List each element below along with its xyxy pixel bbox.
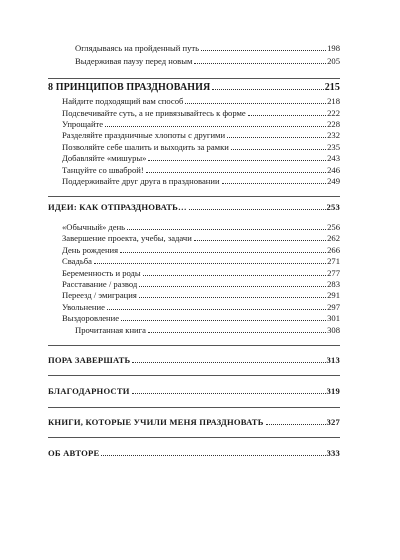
toc-chapter-title: ПОРА ЗАВЕРШАТЬ <box>48 354 131 365</box>
toc-chapter-title: БЛАГОДАРНОСТИ <box>48 386 130 397</box>
toc-entry-page: 205 <box>327 56 340 67</box>
toc-chapter-page: 319 <box>326 386 340 397</box>
dot-leader <box>222 183 327 184</box>
toc-chapter <box>48 386 340 397</box>
toc-entry-title: Разделяйте праздничные хлопоты с другими <box>62 130 226 141</box>
dot-leader <box>201 50 326 51</box>
toc-entry <box>48 222 340 233</box>
toc-chapter-page: 333 <box>326 448 340 459</box>
toc-chapter-title: КНИГИ, КОТОРЫЕ УЧИЛИ МЕНЯ ПРАЗДНОВАТЬ <box>48 416 264 427</box>
toc-entry-title: Прочитанная книга <box>75 324 146 335</box>
toc-entry <box>48 130 340 141</box>
toc-entry-page: 246 <box>327 164 340 175</box>
dot-leader <box>120 252 326 253</box>
toc-group <box>48 222 340 336</box>
toc-chapter-title: ИДЕИ: КАК ОТПРАЗДНОВАТЬ… <box>48 202 187 213</box>
toc-entry <box>48 153 340 164</box>
dot-leader <box>266 424 326 425</box>
toc-entry-title: Выдерживая паузу перед новым <box>75 56 193 67</box>
toc-chapter <box>48 417 340 428</box>
toc-entry-title: Упрощайте <box>62 119 104 130</box>
toc-entry <box>48 96 340 107</box>
toc-entry-page: 228 <box>327 119 340 130</box>
toc-entry-page: 266 <box>327 244 340 255</box>
toc-entry <box>48 176 340 187</box>
toc-entry-page: 198 <box>327 43 340 53</box>
toc-chapter-title: 8 ПРИНЦИПОВ ПРАЗДНОВАНИЯ <box>48 81 211 93</box>
toc-entry <box>48 290 340 301</box>
toc-entry <box>48 119 340 130</box>
dot-leader <box>185 103 326 104</box>
section-divider <box>48 407 340 408</box>
dot-leader <box>101 455 325 456</box>
toc-entry-title: День рождения <box>62 244 119 255</box>
toc-entry-page: 283 <box>327 278 340 289</box>
toc-entry-title: Расставание / развод <box>62 278 138 289</box>
toc-chapter-page: 215 <box>324 81 340 93</box>
toc-entry-page: 301 <box>327 313 340 324</box>
toc-entry-page: 291 <box>327 290 340 301</box>
toc-entry <box>48 256 340 267</box>
toc-entry-title: Увольнение <box>62 301 105 312</box>
section-divider <box>48 375 340 376</box>
toc-entry-page: 271 <box>327 256 340 267</box>
dot-leader <box>248 115 326 116</box>
toc-entry <box>48 233 340 244</box>
dot-leader <box>121 320 326 321</box>
dot-leader <box>94 263 326 264</box>
toc-entry-title: Позволяйте себе шалить и выходить за рамки <box>62 141 229 152</box>
dot-leader <box>146 172 326 173</box>
toc-entry-page: 232 <box>327 130 340 141</box>
toc-entry <box>48 43 340 54</box>
toc-entry-title: Переезд / эмиграция <box>62 290 137 301</box>
dot-leader <box>189 209 326 210</box>
dot-leader <box>139 286 326 287</box>
dot-leader <box>231 149 326 150</box>
toc-chapter <box>48 202 340 213</box>
toc-entry-title: «Обычный» день <box>62 221 126 232</box>
toc-entry-page: 277 <box>327 267 340 278</box>
toc-entry-page: 243 <box>327 153 340 164</box>
section-divider <box>48 196 340 197</box>
table-of-contents <box>48 43 340 460</box>
dot-leader <box>107 309 326 310</box>
toc-entry-title: Поддерживайте друг друга в праздновании <box>62 176 220 187</box>
toc-chapter <box>48 82 340 93</box>
toc-entry-page: 308 <box>327 324 340 335</box>
dot-leader <box>148 160 326 161</box>
toc-chapter-page: 313 <box>326 354 340 365</box>
toc-entry-page: 235 <box>327 141 340 152</box>
toc-entry <box>48 279 340 290</box>
section-divider <box>48 78 340 79</box>
toc-entry-page: 256 <box>327 221 340 232</box>
dot-leader <box>132 393 326 394</box>
toc-entry <box>48 245 340 256</box>
dot-leader <box>227 137 326 138</box>
toc-group <box>48 96 340 187</box>
toc-chapter <box>48 448 340 459</box>
dot-leader <box>148 332 326 333</box>
toc-entry-page: 222 <box>327 107 340 118</box>
dot-leader <box>194 240 326 241</box>
toc-entry-title: Танцуйте со шваброй! <box>62 164 144 175</box>
toc-entry-title: Свадьба <box>62 256 92 267</box>
toc-entry-title: Подсвечивайте суть, а не привязывайтесь к форме <box>62 107 246 118</box>
toc-entry <box>48 165 340 176</box>
dot-leader <box>127 229 326 230</box>
dot-leader <box>143 275 326 276</box>
toc-entry-page: 297 <box>327 301 340 312</box>
toc-entry <box>48 56 340 67</box>
section-divider <box>48 437 340 438</box>
toc-entry <box>48 142 340 153</box>
toc-entry <box>48 325 340 336</box>
toc-entry <box>48 313 340 324</box>
toc-entry-title: Найдите подходящий вам способ <box>62 96 184 107</box>
toc-entry-page: 249 <box>327 176 340 187</box>
toc-entry-title: Завершение проекта, учебы, задачи <box>62 233 192 244</box>
toc-entry <box>48 268 340 279</box>
dot-leader <box>132 362 325 363</box>
toc-entry-page: 262 <box>327 233 340 244</box>
dot-leader <box>212 89 323 90</box>
dot-leader <box>194 63 326 64</box>
dot-leader <box>139 297 326 298</box>
toc-chapter-page: 253 <box>326 202 340 213</box>
dot-leader <box>105 126 326 127</box>
toc-entry-title: Выздоровление <box>62 313 120 324</box>
toc-entry-page: 218 <box>327 96 340 107</box>
toc-entry-title: Беременность и роды <box>62 267 141 278</box>
toc-entry <box>48 108 340 119</box>
toc-chapter-page: 327 <box>326 416 340 427</box>
toc-entry <box>48 302 340 313</box>
toc-entry-title: Оглядываясь на пройденный путь <box>75 43 200 53</box>
toc-entry-title: Добавляйте «мишуры» <box>62 153 147 164</box>
section-divider <box>48 345 340 346</box>
toc-chapter-title: ОБ АВТОРЕ <box>48 448 100 459</box>
toc-chapter <box>48 355 340 366</box>
